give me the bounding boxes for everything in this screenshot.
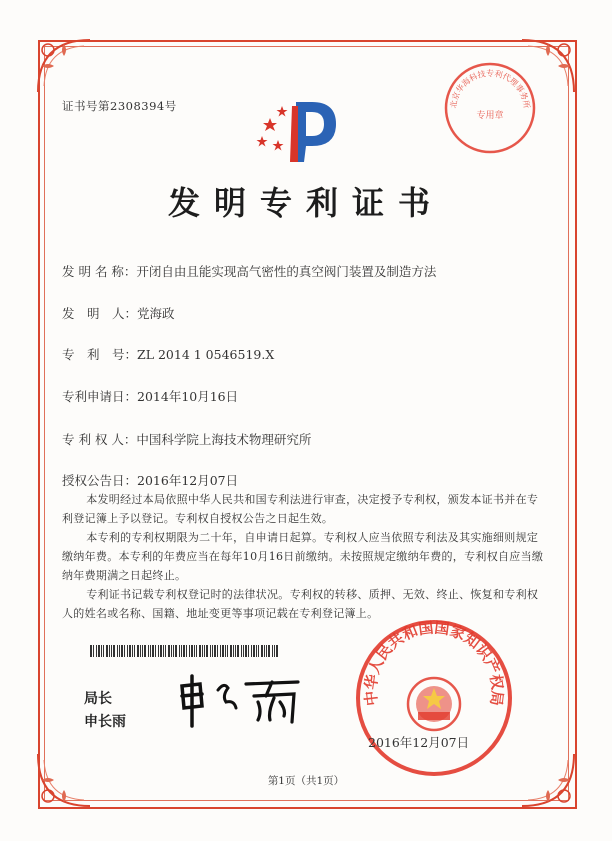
patentee-label: 专 利 权 人： (62, 432, 137, 447)
director-title: 局长 (84, 691, 112, 707)
inventor-row (62, 304, 175, 322)
top-seal-arc-text: 北京华海科技专利代理事务所 (448, 69, 532, 109)
patent-number-value: ZL 2014 1 0546519.X (137, 347, 275, 362)
patent-number-row (62, 345, 274, 363)
corner-ornament-icon (34, 36, 94, 96)
page-title: 发明专利证书 (167, 184, 444, 222)
certificate-number: 证书号第2308394号 (62, 99, 177, 113)
patentee-value: 中国科学院上海技术物理研究所 (136, 432, 312, 447)
sipo-logo-icon (252, 96, 356, 166)
patent-number-label: 专 利 号： (62, 347, 138, 362)
seal-date: 2016年12月07日 (368, 735, 470, 750)
invention-name-row (62, 262, 436, 280)
body-paragraph: 专利证书记载专利权登记时的法律状况。专利权的转移、质押、无效、终止、恢复和专利权人的姓名或名称、国籍、地址变更等事项记载在专利登记簿上。 (62, 588, 539, 620)
body-paragraph: 本专利的专利权期限为二十年，自申请日起算。专利权人应当依照专利法及其实施细则规定缴纳年费。本专利的年费应当在每年10月16日前缴纳。未按照规定缴纳年费的，专利权自应当缴纳年费期满之日起终止。 (62, 531, 544, 582)
filing-date-value: 2014年10月16日 (137, 389, 239, 404)
patentee-row (62, 430, 311, 448)
invention-name-label: 发 明 名 称： (62, 264, 137, 279)
big-seal-arc-text: 中华人民共和国国家知识产权局 (361, 618, 507, 707)
grant-date-label: 授权公告日： (62, 473, 138, 488)
body-paragraph: 本发明经过本局依照中华人民共和国专利法进行审查，决定授予专利权，颁发本证书并在专利登记簿上予以登记。专利权自授权公告之日起生效。 (62, 493, 539, 525)
director-name: 申长雨 (84, 714, 126, 730)
inventor-value: 党海政 (137, 306, 175, 321)
barcode-icon (90, 645, 280, 657)
agency-seal-icon (440, 58, 540, 158)
top-seal-center-text: 专用章 (476, 111, 504, 121)
certificate-body (62, 490, 548, 623)
grant-date-row (62, 471, 238, 489)
page-number: 第1页（共1页） (267, 775, 345, 787)
official-seal-icon (352, 616, 516, 780)
inventor-label: 发 明 人： (62, 306, 138, 321)
director-signature-icon (176, 672, 306, 730)
filing-date-row (62, 387, 238, 405)
invention-name-value: 开闭自由且能实现高气密性的真空阀门装置及制造方法 (136, 264, 437, 279)
filing-date-label: 专利申请日： (62, 389, 138, 404)
grant-date-value: 2016年12月07日 (137, 473, 239, 488)
